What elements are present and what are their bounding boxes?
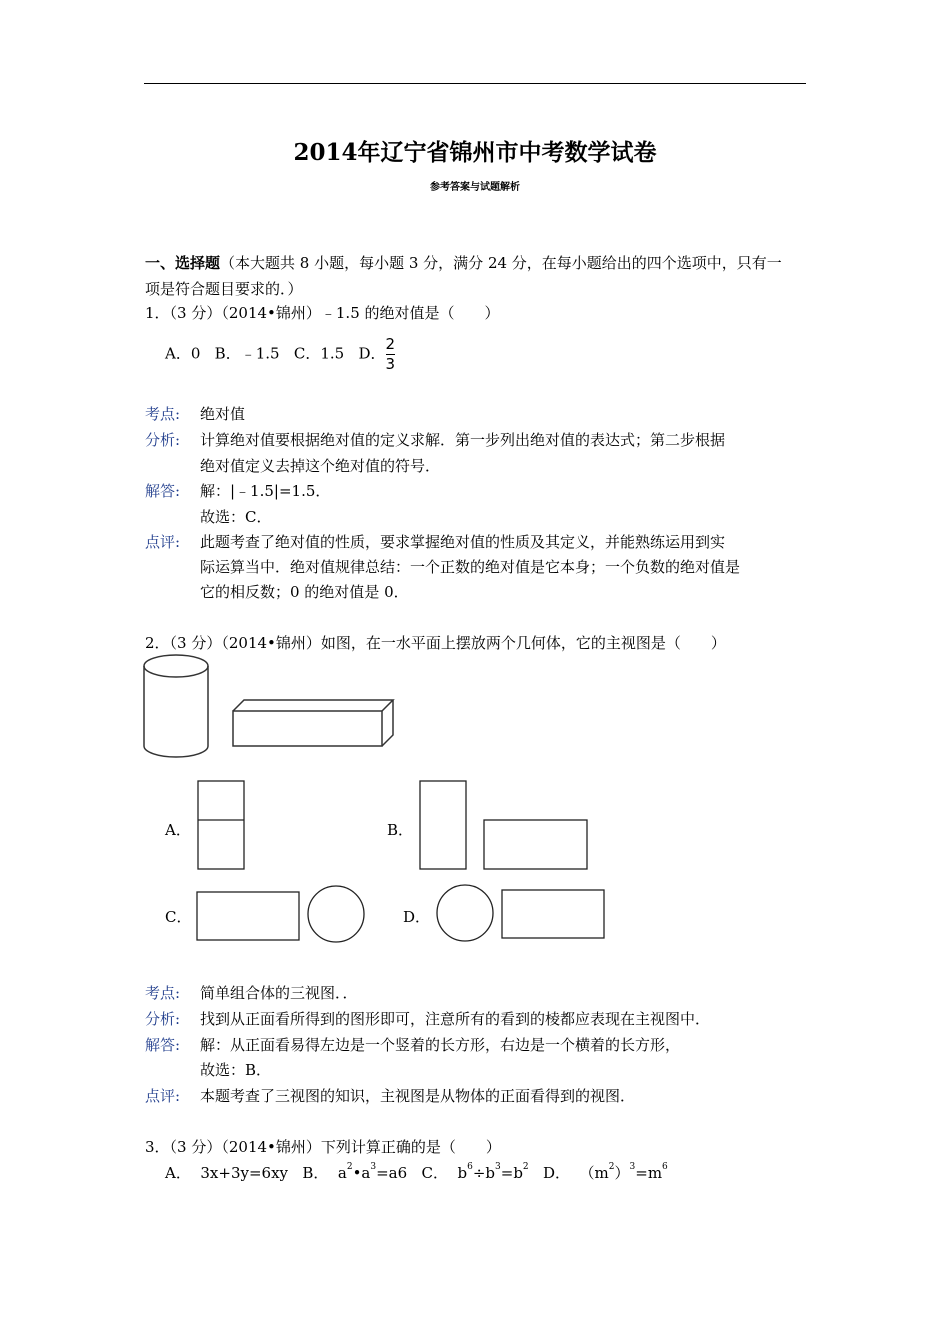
q1-jieda-line2: 故选：C． (200, 508, 272, 526)
q1-jieda-line1: 解：|﹣1.5|=1.5． (200, 482, 331, 500)
q2-fenxi: 找到从正面看所得到的图形即可，注意所有的看到的棱都应表现在主视图中． (200, 1010, 711, 1028)
option-b-figure (420, 781, 587, 869)
q1-frac-den: 3 (385, 355, 396, 373)
q2-option-b: B． (387, 821, 414, 839)
q1-dianping-line1: 此题考查了绝对值的性质，要求掌握绝对值的性质及其定义，并能熟练运用到实 (200, 533, 726, 551)
q2-option-c: C． (165, 908, 192, 926)
q1-fenxi-line2: 绝对值定义去掉这个绝对值的符号． (200, 457, 441, 475)
option-a-figure (198, 781, 244, 869)
cuboid-shape (233, 700, 393, 746)
q2-jieda-line2: 故选：B． (200, 1061, 272, 1079)
q2-option-a: A． (165, 821, 191, 839)
q1-kaodian-label: 考点: (145, 405, 181, 423)
q2-fenxi-label: 分析: (145, 1010, 181, 1028)
q1-kaodian: 绝对值 (200, 405, 246, 423)
section-description-line2: 项是符合题目要求的．） (145, 280, 303, 298)
q3-option-d: D． $(m^2)^3=m^6$ (542, 1162, 668, 1182)
q1-options-text: A．0 B．﹣1.5 C．1.5 D． (165, 344, 386, 363)
q3-options (165, 1162, 668, 1183)
option-c-figure (197, 886, 364, 942)
q2-kaodian: 简单组合体的三视图．． (200, 984, 358, 1002)
page-title: 2014年辽宁省锦州市中考数学试卷 (293, 139, 657, 166)
q2-jieda-label: 解答: (145, 1036, 181, 1054)
q3-option-c: C． $b^6\div b^3=b^2$ (421, 1162, 529, 1182)
option-d-figure (437, 885, 604, 941)
section-description: （本大题共 8 小题，每小题 3 分，满分 24 分，在每小题给出的四个选项中，只有一 (220, 254, 782, 272)
q1-dianping-line2: 际运算当中．绝对值规律总结：一个正数的绝对值是它本身；一个负数的绝对值是 (200, 558, 741, 576)
q2-option-d: D． (403, 908, 431, 926)
q1-dianping-label: 点评: (145, 533, 181, 551)
q1-fenxi-label: 分析: (145, 431, 181, 449)
q3-option-a: A． 3x+3y=6xy (165, 1164, 289, 1182)
q2-dianping-label: 点评: (145, 1087, 181, 1105)
q1-stem: 1．（3 分）（2014•锦州）﹣1.5 的绝对值是（ ） (145, 304, 500, 322)
q1-dianping-line3: 它的相反数；0 的绝对值是 0． (200, 583, 409, 601)
q3-option-b: B． $a^2•a^3=a6$ (302, 1162, 408, 1182)
q1-fenxi-line1: 计算绝对值要根据绝对值的定义求解．第一步列出绝对值的表达式；第二步根据 (200, 431, 726, 449)
q2-stem: 2．（3 分）（2014•锦州）如图，在一水平面上摆放两个几何体，它的主视图是（ ） (145, 634, 726, 652)
q3-stem: 3．（3 分）（2014•锦州）下列计算正确的是（ ） (145, 1138, 501, 1156)
q2-jieda-line1: 解：从正面看易得左边是一个竖着的长方形，右边是一个横着的长方形， (200, 1036, 681, 1054)
cylinder-shape (144, 655, 208, 757)
page-subtitle: 参考答案与试题解析 (430, 182, 520, 193)
q1-jieda-label: 解答: (145, 482, 181, 500)
section-title: 一、选择题 (145, 254, 221, 272)
q2-dianping: 本题考查了三视图的知识，主视图是从物体的正面看得到的视图． (200, 1087, 636, 1105)
q1-frac-num: 2 (385, 335, 396, 353)
q2-kaodian-label: 考点: (145, 984, 181, 1002)
